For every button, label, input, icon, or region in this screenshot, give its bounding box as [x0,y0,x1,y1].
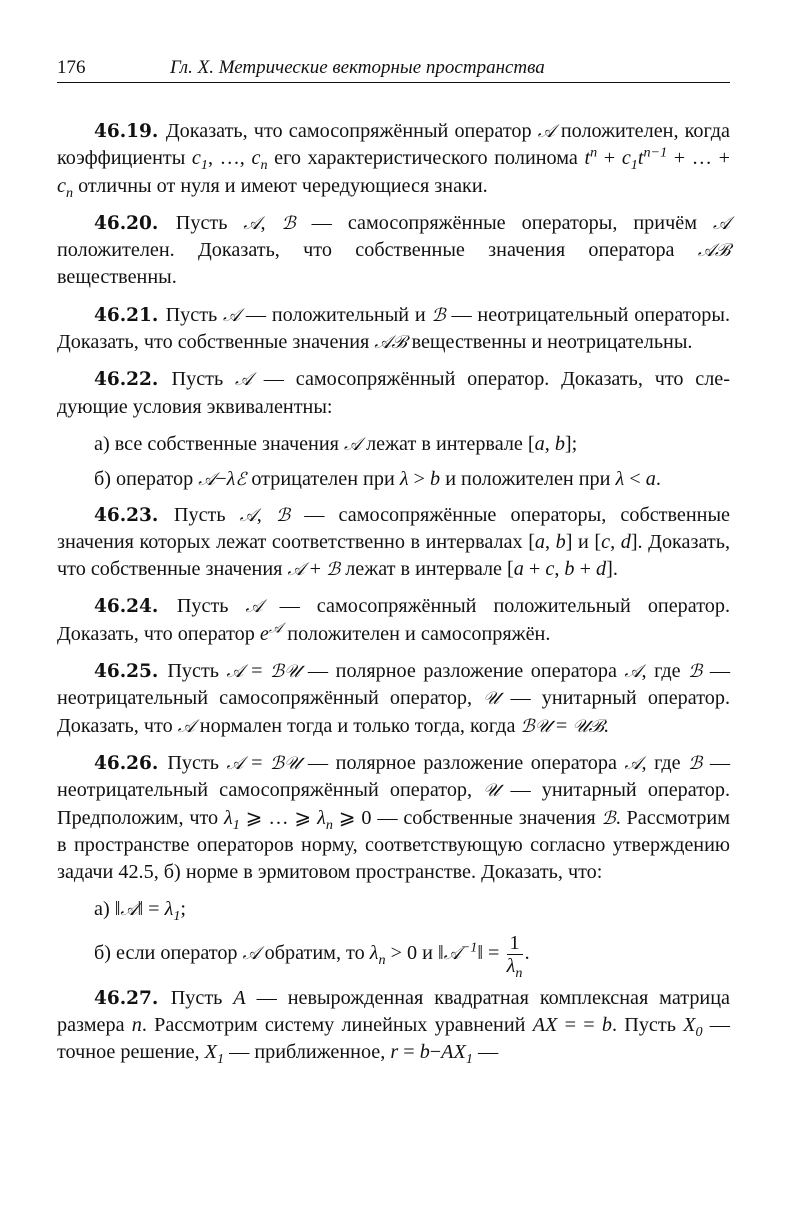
operator-symbol: 𝒜 [226,661,244,683]
text-run: + [574,558,596,581]
operator-symbol: 𝒜ℬ [697,240,730,262]
text-run: + … + [667,147,731,170]
text-run: а) ‖ [94,898,121,921]
text-run: = = [557,1014,602,1037]
text-run: — самосопряжённые операторы, собственные значения которых лежат соответственно в интервалах [ [57,503,731,553]
problem-subitem [57,466,730,493]
text-run: — приближенное, [224,1041,391,1064]
problem-number: 46.27. [94,987,171,1009]
math-symbol: λ [399,468,409,491]
problem-46-22 [57,366,730,421]
text-run: нормален тогда и только тогда, когда [194,714,521,737]
text-run: . [524,941,530,964]
text-run: его характеристического полинома [267,147,585,170]
text-run: — точное решение, [57,1014,730,1064]
operator-symbol: ℬ [326,559,341,581]
math-symbol: b [555,530,566,553]
text-run: Пусть [170,986,234,1009]
math-symbol: c [621,147,631,170]
math-superscript: n [590,144,598,161]
math-superscript: −1 [460,939,478,956]
text-run: положителен. Доказать, что собственные значения оператора [57,239,698,262]
operator-symbol: 𝒰 [483,780,500,802]
text-run: > [408,468,431,491]
math-subscript: 1 [465,1051,473,1068]
problem-subitem [57,431,730,458]
problem-number: 46.25. [94,661,168,683]
page-body [57,118,730,1077]
text-run: — неотрицательный самосопряжённый оператор, [57,660,731,710]
text-run: — самосопряжённый положительный оператор. Доказать, что оператор [57,595,730,645]
text-run: ‖ = [137,898,165,921]
math-subscript: n [325,816,333,833]
math-symbol: λ [615,468,625,491]
text-run: Пусть [173,503,240,526]
math-symbol: a [645,468,656,491]
text-run: , где [641,751,689,774]
text-run: − [429,1041,442,1064]
math-symbol: b [430,468,441,491]
text-run: — неотрицательный самосопряжённый оператор, [57,751,731,802]
operator-symbol: ℬ [431,304,446,326]
text-run: обратим, то [259,941,370,964]
math-symbol: λ [506,954,516,977]
math-symbol: c [545,558,555,581]
text-run: отрицателен при [246,468,400,491]
math-symbol: d [596,558,607,581]
math-symbol: c [601,530,611,553]
problem-number: 46.22. [94,369,172,391]
math-subscript: 1 [630,157,638,174]
text-run: — невырожденная квадратная комплексная матрица размера [57,986,730,1037]
text-run: ]. [606,558,618,581]
problem-number: 46.19. [94,121,166,142]
text-run: , где [641,660,689,683]
math-symbol: a [513,558,524,581]
math-symbol: e [259,622,269,645]
math-fraction [506,931,523,981]
operator-symbol: 𝒜 [287,559,305,581]
operator-symbol: ℬ [688,661,703,683]
operator-symbol: 𝒜 [234,369,253,391]
text-run: Доказать, что самосопряжённый оператор [165,120,538,142]
text-run: , [610,530,621,553]
math-symbol: c [251,147,261,170]
math-symbol: c [191,147,201,170]
problem-46-24 [57,593,730,648]
problem-46-20 [57,210,730,292]
math-superscript: 𝒜 [268,620,283,637]
text-run: . Пусть [611,1014,684,1037]
math-superscript: n−1 [643,144,668,161]
text-run: ]; [564,432,578,455]
operator-symbol: ℬ𝒰 [270,752,301,774]
text-run: отличны от нуля и имеют чередующиеся знаки. [73,174,488,197]
text-run: — неотрицательный операторы. Доказать, что собственные значения [57,303,730,354]
math-symbol: X [683,1014,696,1037]
problem-number: 46.23. [94,504,174,526]
operator-symbol: 𝒜 [624,752,642,774]
operator-symbol: ℰ [235,469,247,491]
text-run: , [256,503,276,526]
problem-46-27 [57,985,730,1067]
math-symbol: X [204,1041,217,1064]
problem-number: 46.20. [94,212,176,234]
operator-symbol: 𝒜 [226,752,244,774]
math-symbol: b [564,558,575,581]
fraction-numerator: 1 [507,932,523,955]
text-run: положителен и самосопряжён. [282,622,551,645]
problem-number: 46.24. [94,596,177,618]
text-run: , …, [207,147,252,170]
operator-symbol: 𝒜 [177,715,195,737]
text-run: , [554,558,565,581]
math-symbol: r [390,1041,399,1064]
running-header [57,56,730,83]
text-run: вещественны. [57,266,177,289]
math-subscript: 1 [200,157,208,174]
fraction-denominator [506,954,523,981]
text-run: — самосопряжённый оператор. Доказать, что следующие условия эквивалентны: [57,368,731,418]
operator-symbol: 𝒜 [242,942,260,964]
operator-symbol: 𝒜 [243,212,261,234]
text-run: ⩾ 0 — собственные значения [332,806,602,829]
math-subscript: n [260,157,268,174]
text-run: = [243,751,271,774]
operator-symbol: 𝒰 [483,688,500,710]
text-run: , [545,530,556,553]
text-run: − [215,468,227,491]
text-run: = [243,660,271,683]
math-symbol: A [233,986,246,1009]
math-symbol: λ [369,941,379,964]
text-run: > 0 и ‖ [385,941,444,964]
operator-symbol: ℬ [601,807,616,829]
text-run: Пусть [175,211,244,234]
operator-symbol: 𝒜ℬ [374,332,407,354]
text-run: ] и [ [565,530,602,553]
text-run: . Рассмотрим в пространстве операторов норму, соответствующую согласно утверждению задачи 42.5, б) норме в эрмитовом пространстве. Доказать, что: [57,806,731,884]
math-symbol: AX [532,1014,558,1037]
math-subscript: n [65,184,74,201]
text-run: + [597,147,622,170]
text-run: Пусть [165,303,224,326]
text-run: — [472,1041,499,1064]
text-run: ; [180,898,187,921]
math-symbol: AX [441,1041,466,1064]
operator-symbol: ℬ𝒰 [270,661,301,683]
text-run: = [550,714,573,737]
math-symbol: λ [226,468,236,491]
text-run: лежат в интервале [ [361,432,535,455]
math-symbol: t [584,147,591,170]
math-subscript: 1 [173,908,181,925]
problem-subitem [57,896,730,923]
math-subscript: n [378,951,386,968]
text-run: — унитарный оператор. Предположим, что [57,779,730,829]
problem-46-21 [57,302,730,357]
math-symbol: a [534,530,546,553]
problem-46-19 [57,118,730,200]
page-number: 176 [57,57,86,78]
problem-46-25 [57,658,730,740]
problem-subitem [57,931,730,981]
math-symbol: a [534,432,545,455]
operator-symbol: 𝒜 [198,469,216,491]
text-run: ⩾ … ⩾ [239,806,318,829]
text-run: Пусть [167,751,227,774]
problem-number: 46.26. [94,752,168,774]
text-run: = [398,1041,420,1064]
text-run: — полярное разложение оператора [300,751,625,774]
text-run: Пусть [176,595,246,618]
problem-46-26 [57,750,730,886]
operator-symbol: ℬ [688,752,703,774]
text-run: + [304,558,327,581]
math-subscript: 1 [232,816,240,833]
operator-symbol: 𝒜 [443,942,461,964]
operator-symbol: 𝒜 [712,212,730,234]
text-run: — унитарный оператор. Доказать, что [57,687,730,737]
problem-number: 46.21. [94,304,166,326]
operator-symbol: ℬ [275,504,291,526]
operator-symbol: ℬ𝒰 [520,715,551,737]
math-symbol: d [620,530,631,553]
text-run: , [544,432,555,455]
operator-symbol: 𝒜 [245,596,263,618]
operator-symbol: 𝒜 [239,504,257,526]
math-symbol: b [601,1014,612,1037]
math-symbol: b [554,432,565,455]
text-run: + [523,558,546,581]
math-subscript: 0 [695,1024,703,1041]
math-symbol: c [57,174,66,197]
text-run: — самосопряжённые операторы, причём [295,211,713,234]
operator-symbol: 𝒜 [537,121,555,142]
text-run: положителен, когда коэффициенты [57,120,731,170]
text-run: Пусть [167,660,227,683]
text-run: и положителен при [440,468,616,491]
text-run: б) если оператор [94,941,243,964]
text-run: . [603,714,609,737]
operator-symbol: 𝒜 [120,899,138,921]
text-run: < [624,468,646,491]
text-run: а) все собственные значения [94,432,344,455]
math-symbol: b [419,1041,430,1064]
text-run: б) оператор [94,468,199,491]
text-run: — положительный и [240,303,432,326]
operator-symbol: 𝒜 [624,661,642,683]
running-title: Гл. X. Метрические векторные пространства [170,57,545,78]
operator-symbol: 𝒜 [344,433,362,455]
math-symbol: λ [164,898,174,921]
operator-symbol: 𝒰ℬ [572,715,604,737]
text-run: Пусть [171,368,235,391]
math-symbol: λ [317,806,326,829]
text-run: ]. Доказать, что собственные значения [57,530,730,581]
problem-46-23 [57,502,730,584]
math-subscript: 1 [217,1051,225,1068]
math-symbol: t [637,147,644,170]
text-run: ‖ = [477,941,505,964]
math-symbol: λ [223,806,233,829]
operator-symbol: ℬ [281,212,296,234]
text-run: . Рассмотрим систему линейных уравнений [141,1014,533,1037]
text-run: , [260,211,282,234]
text-run: вещественны и неотрицательны. [406,331,693,354]
text-run: — полярное разложение оператора [300,660,625,683]
text-run: лежат в интервале [ [340,558,514,581]
operator-symbol: 𝒜 [223,304,241,326]
math-subscript: n [515,964,523,981]
math-symbol: n [131,1014,142,1037]
text-run: . [655,468,661,491]
